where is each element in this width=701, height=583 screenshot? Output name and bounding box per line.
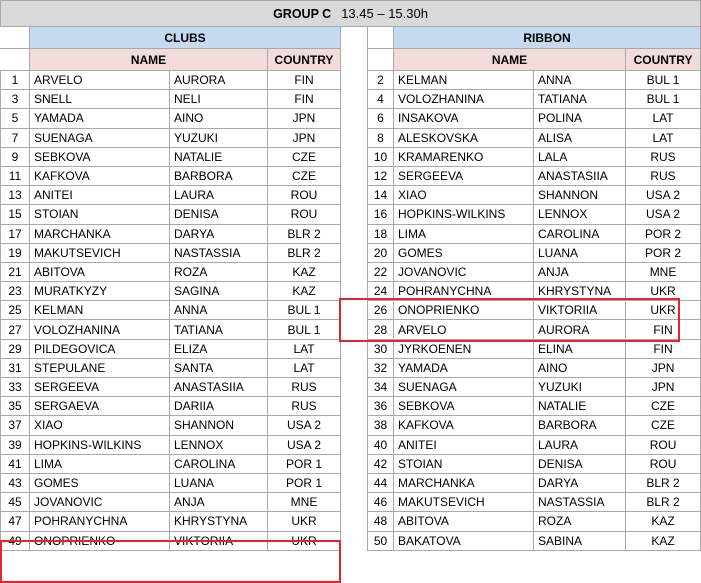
- clubs-first-name: ROZA: [170, 262, 268, 281]
- clubs-surname: SERGAEVA: [30, 397, 170, 416]
- table-row: [1, 435, 701, 454]
- clubs-surname: GOMES: [30, 473, 170, 492]
- gap-cell: [341, 454, 368, 473]
- ribbon-country-header: COUNTRY: [626, 49, 701, 71]
- clubs-start-number: 3: [1, 90, 30, 109]
- clubs-first-name: DENISA: [170, 205, 268, 224]
- clubs-surname: STOIAN: [30, 205, 170, 224]
- clubs-first-name: LAURA: [170, 186, 268, 205]
- clubs-first-name: AURORA: [170, 71, 268, 90]
- table-row: [1, 301, 701, 320]
- ribbon-first-name: DENISA: [534, 454, 626, 473]
- ribbon-start-number: 22: [368, 262, 394, 281]
- clubs-start-number: 19: [1, 243, 30, 262]
- ribbon-start-number: 24: [368, 282, 394, 301]
- ribbon-country: LAT: [626, 109, 701, 128]
- clubs-start-number: 9: [1, 147, 30, 166]
- gap-cell: [341, 301, 368, 320]
- clubs-start-number: 21: [1, 262, 30, 281]
- clubs-surname: PILDEGOVICA: [30, 339, 170, 358]
- clubs-surname: MARCHANKA: [30, 224, 170, 243]
- gap-cell: [341, 147, 368, 166]
- ribbon-surname: ONOPRIENKO: [394, 301, 534, 320]
- ribbon-start-number: 20: [368, 243, 394, 262]
- ribbon-start-number: 16: [368, 205, 394, 224]
- ribbon-surname: ANITEI: [394, 435, 534, 454]
- ribbon-surname: LIMA: [394, 224, 534, 243]
- clubs-surname: LIMA: [30, 454, 170, 473]
- clubs-surname: MURATKYZY: [30, 282, 170, 301]
- ribbon-first-name: DARYA: [534, 473, 626, 492]
- clubs-first-name: AINO: [170, 109, 268, 128]
- clubs-start-number: 13: [1, 186, 30, 205]
- ribbon-first-name: ALISA: [534, 128, 626, 147]
- clubs-start-number: 17: [1, 224, 30, 243]
- ribbon-start-number: 50: [368, 531, 394, 550]
- clubs-first-name: VIKTORIIA: [170, 531, 268, 550]
- ribbon-surname: POHRANYCHNA: [394, 282, 534, 301]
- ribbon-country: JPN: [626, 358, 701, 377]
- ribbon-start-number: 46: [368, 493, 394, 512]
- gap-cell: [341, 358, 368, 377]
- table-row: [1, 339, 701, 358]
- ribbon-start-number: 12: [368, 166, 394, 185]
- table-row: [1, 397, 701, 416]
- table-row: [1, 147, 701, 166]
- clubs-start-number: 23: [1, 282, 30, 301]
- ribbon-country: BLR 2: [626, 473, 701, 492]
- ribbon-first-name: POLINA: [534, 109, 626, 128]
- gap-cell: [341, 243, 368, 262]
- clubs-country: LAT: [268, 358, 341, 377]
- gap-cell: [341, 435, 368, 454]
- ribbon-start-number: 8: [368, 128, 394, 147]
- clubs-start-number: 25: [1, 301, 30, 320]
- clubs-start-number: 49: [1, 531, 30, 550]
- clubs-surname: KELMAN: [30, 301, 170, 320]
- clubs-first-name: DARIIA: [170, 397, 268, 416]
- clubs-country: LAT: [268, 339, 341, 358]
- table-row: [1, 205, 701, 224]
- ribbon-start-number: 48: [368, 512, 394, 531]
- clubs-country: JPN: [268, 128, 341, 147]
- gap-cell: [341, 339, 368, 358]
- ribbon-country: POR 2: [626, 224, 701, 243]
- blank-cell: [368, 27, 394, 49]
- gap-cell: [341, 531, 368, 550]
- clubs-country: KAZ: [268, 262, 341, 281]
- clubs-first-name: SAGINA: [170, 282, 268, 301]
- ribbon-surname: SERGEEVA: [394, 166, 534, 185]
- clubs-start-number: 33: [1, 378, 30, 397]
- ribbon-start-number: 42: [368, 454, 394, 473]
- table-row: [1, 90, 701, 109]
- ribbon-country: ROU: [626, 435, 701, 454]
- ribbon-first-name: SHANNON: [534, 186, 626, 205]
- ribbon-surname: STOIAN: [394, 454, 534, 473]
- ribbon-country: LAT: [626, 128, 701, 147]
- ribbon-country: RUS: [626, 166, 701, 185]
- clubs-country: ROU: [268, 186, 341, 205]
- ribbon-first-name: TATIANA: [534, 90, 626, 109]
- ribbon-first-name: ROZA: [534, 512, 626, 531]
- ribbon-surname: XIAO: [394, 186, 534, 205]
- ribbon-surname: KAFKOVA: [394, 416, 534, 435]
- ribbon-first-name: AURORA: [534, 320, 626, 339]
- ribbon-surname: MAKUTSEVICH: [394, 493, 534, 512]
- clubs-country: ROU: [268, 205, 341, 224]
- gap-cell: [341, 27, 368, 49]
- ribbon-surname: SEBKOVA: [394, 397, 534, 416]
- ribbon-first-name: NASTASSIA: [534, 493, 626, 512]
- table-row: [1, 454, 701, 473]
- table-row: [1, 166, 701, 185]
- ribbon-start-number: 32: [368, 358, 394, 377]
- table-row: [1, 262, 701, 281]
- table-row: [1, 493, 701, 512]
- clubs-country: KAZ: [268, 282, 341, 301]
- ribbon-surname: HOPKINS-WILKINS: [394, 205, 534, 224]
- ribbon-country: RUS: [626, 147, 701, 166]
- clubs-surname: POHRANYCHNA: [30, 512, 170, 531]
- ribbon-start-number: 44: [368, 473, 394, 492]
- ribbon-name-header: NAME: [394, 49, 626, 71]
- clubs-country: CZE: [268, 166, 341, 185]
- clubs-first-name: SANTA: [170, 358, 268, 377]
- gap-cell: [341, 224, 368, 243]
- table-row: [1, 416, 701, 435]
- gap-cell: [341, 90, 368, 109]
- group-time: 13.45 – 15.30h: [341, 5, 428, 21]
- clubs-first-name: NELI: [170, 90, 268, 109]
- clubs-country: CZE: [268, 147, 341, 166]
- ribbon-start-number: 4: [368, 90, 394, 109]
- table-row: [1, 109, 701, 128]
- clubs-country: UKR: [268, 512, 341, 531]
- ribbon-first-name: YUZUKI: [534, 378, 626, 397]
- table-row: [1, 320, 701, 339]
- gap-cell: [341, 320, 368, 339]
- clubs-surname: SERGEEVA: [30, 378, 170, 397]
- ribbon-surname: KELMAN: [394, 71, 534, 90]
- gap-cell: [341, 416, 368, 435]
- ribbon-surname: JYRKOENEN: [394, 339, 534, 358]
- table-row: [1, 358, 701, 377]
- gap-cell: [341, 282, 368, 301]
- clubs-surname: XIAO: [30, 416, 170, 435]
- ribbon-start-number: 30: [368, 339, 394, 358]
- clubs-first-name: ELIZA: [170, 339, 268, 358]
- gap-cell: [341, 71, 368, 90]
- ribbon-start-number: 6: [368, 109, 394, 128]
- clubs-start-number: 39: [1, 435, 30, 454]
- gap-cell: [341, 493, 368, 512]
- clubs-surname: YAMADA: [30, 109, 170, 128]
- ribbon-first-name: LUANA: [534, 243, 626, 262]
- ribbon-first-name: NATALIE: [534, 397, 626, 416]
- table-row: [1, 128, 701, 147]
- ribbon-first-name: ANASTASIIA: [534, 166, 626, 185]
- group-title-cell: [1, 1, 701, 27]
- clubs-start-number: 7: [1, 128, 30, 147]
- clubs-surname: JOVANOVIC: [30, 493, 170, 512]
- ribbon-country: BUL 1: [626, 71, 701, 90]
- clubs-first-name: TATIANA: [170, 320, 268, 339]
- clubs-country: RUS: [268, 397, 341, 416]
- clubs-start-number: 41: [1, 454, 30, 473]
- ribbon-first-name: LENNOX: [534, 205, 626, 224]
- gap-cell: [341, 49, 368, 71]
- ribbon-country: FIN: [626, 339, 701, 358]
- ribbon-surname: ABITOVA: [394, 512, 534, 531]
- clubs-first-name: LENNOX: [170, 435, 268, 454]
- clubs-start-number: 5: [1, 109, 30, 128]
- clubs-country: MNE: [268, 493, 341, 512]
- ribbon-country: FIN: [626, 320, 701, 339]
- clubs-country: BLR 2: [268, 224, 341, 243]
- clubs-start-number: 37: [1, 416, 30, 435]
- clubs-first-name: ANNA: [170, 301, 268, 320]
- section-ribbon: RIBBON: [394, 27, 701, 49]
- clubs-first-name: BARBORA: [170, 166, 268, 185]
- ribbon-country: USA 2: [626, 205, 701, 224]
- ribbon-start-number: 40: [368, 435, 394, 454]
- ribbon-first-name: SABINA: [534, 531, 626, 550]
- ribbon-country: ROU: [626, 454, 701, 473]
- ribbon-surname: YAMADA: [394, 358, 534, 377]
- clubs-country: BUL 1: [268, 301, 341, 320]
- clubs-surname: SUENAGA: [30, 128, 170, 147]
- clubs-country: UKR: [268, 531, 341, 550]
- ribbon-country: POR 2: [626, 243, 701, 262]
- ribbon-surname: VOLOZHANINA: [394, 90, 534, 109]
- ribbon-first-name: AINO: [534, 358, 626, 377]
- ribbon-country: CZE: [626, 397, 701, 416]
- ribbon-country: USA 2: [626, 186, 701, 205]
- clubs-start-number: 29: [1, 339, 30, 358]
- gap-cell: [341, 128, 368, 147]
- gap-cell: [341, 205, 368, 224]
- clubs-start-number: 31: [1, 358, 30, 377]
- ribbon-surname: ALESKOVSKA: [394, 128, 534, 147]
- ribbon-country: UKR: [626, 301, 701, 320]
- ribbon-surname: MARCHANKA: [394, 473, 534, 492]
- clubs-start-number: 27: [1, 320, 30, 339]
- clubs-start-number: 15: [1, 205, 30, 224]
- blank-cell: [1, 27, 30, 49]
- clubs-start-number: 11: [1, 166, 30, 185]
- clubs-first-name: NASTASSIA: [170, 243, 268, 262]
- clubs-first-name: YUZUKI: [170, 128, 268, 147]
- clubs-surname: ONOPRIENKO: [30, 531, 170, 550]
- ribbon-first-name: CAROLINA: [534, 224, 626, 243]
- ribbon-start-number: 36: [368, 397, 394, 416]
- clubs-first-name: ANASTASIIA: [170, 378, 268, 397]
- ribbon-start-number: 26: [368, 301, 394, 320]
- ribbon-surname: INSAKOVA: [394, 109, 534, 128]
- clubs-country: USA 2: [268, 416, 341, 435]
- ribbon-first-name: ANJA: [534, 262, 626, 281]
- ribbon-surname: ARVELO: [394, 320, 534, 339]
- ribbon-country: MNE: [626, 262, 701, 281]
- ribbon-country: CZE: [626, 416, 701, 435]
- table-row: [1, 512, 701, 531]
- ribbon-first-name: LALA: [534, 147, 626, 166]
- clubs-country: JPN: [268, 109, 341, 128]
- ribbon-country: KAZ: [626, 512, 701, 531]
- table-row: [1, 473, 701, 492]
- clubs-surname: VOLOZHANINA: [30, 320, 170, 339]
- clubs-country: RUS: [268, 378, 341, 397]
- ribbon-start-number: 14: [368, 186, 394, 205]
- ribbon-first-name: BARBORA: [534, 416, 626, 435]
- table-row: [1, 282, 701, 301]
- ribbon-start-number: 2: [368, 71, 394, 90]
- ribbon-surname: GOMES: [394, 243, 534, 262]
- ribbon-first-name: ELINA: [534, 339, 626, 358]
- clubs-country-header: COUNTRY: [268, 49, 341, 71]
- table-row: [1, 378, 701, 397]
- table-row: [1, 224, 701, 243]
- clubs-first-name: CAROLINA: [170, 454, 268, 473]
- clubs-country: BUL 1: [268, 320, 341, 339]
- clubs-country: POR 1: [268, 473, 341, 492]
- ribbon-first-name: ANNA: [534, 71, 626, 90]
- gap-cell: [341, 473, 368, 492]
- ribbon-start-number: 18: [368, 224, 394, 243]
- clubs-start-number: 45: [1, 493, 30, 512]
- ribbon-start-number: 34: [368, 378, 394, 397]
- clubs-country: FIN: [268, 90, 341, 109]
- gap-cell: [341, 186, 368, 205]
- section-clubs: CLUBS: [30, 27, 341, 49]
- clubs-surname: ANITEI: [30, 186, 170, 205]
- ribbon-first-name: LAURA: [534, 435, 626, 454]
- gap-cell: [341, 109, 368, 128]
- clubs-start-number: 43: [1, 473, 30, 492]
- ribbon-start-number: 10: [368, 147, 394, 166]
- clubs-first-name: NATALIE: [170, 147, 268, 166]
- ribbon-surname: SUENAGA: [394, 378, 534, 397]
- group-title: GROUP C: [273, 6, 332, 21]
- clubs-surname: SNELL: [30, 90, 170, 109]
- ribbon-surname: BAKATOVA: [394, 531, 534, 550]
- clubs-surname: ABITOVA: [30, 262, 170, 281]
- table-row: [1, 186, 701, 205]
- blank-cell: [368, 49, 394, 71]
- ribbon-start-number: 28: [368, 320, 394, 339]
- clubs-first-name: DARYA: [170, 224, 268, 243]
- ribbon-country: BUL 1: [626, 90, 701, 109]
- clubs-country: BLR 2: [268, 243, 341, 262]
- clubs-country: USA 2: [268, 435, 341, 454]
- gap-cell: [341, 166, 368, 185]
- ribbon-country: UKR: [626, 282, 701, 301]
- clubs-surname: STEPULANE: [30, 358, 170, 377]
- clubs-surname: HOPKINS-WILKINS: [30, 435, 170, 454]
- clubs-first-name: KHRYSTYNA: [170, 512, 268, 531]
- table-row: [1, 243, 701, 262]
- ribbon-surname: JOVANOVIC: [394, 262, 534, 281]
- clubs-start-number: 47: [1, 512, 30, 531]
- ribbon-country: BLR 2: [626, 493, 701, 512]
- clubs-start-number: 35: [1, 397, 30, 416]
- ribbon-surname: KRAMARENKO: [394, 147, 534, 166]
- clubs-start-number: 1: [1, 71, 30, 90]
- gap-cell: [341, 378, 368, 397]
- clubs-first-name: SHANNON: [170, 416, 268, 435]
- clubs-name-header: NAME: [30, 49, 268, 71]
- gap-cell: [341, 512, 368, 531]
- clubs-surname: SEBKOVA: [30, 147, 170, 166]
- clubs-first-name: ANJA: [170, 493, 268, 512]
- clubs-first-name: LUANA: [170, 473, 268, 492]
- clubs-country: FIN: [268, 71, 341, 90]
- gap-cell: [341, 397, 368, 416]
- clubs-country: POR 1: [268, 454, 341, 473]
- ribbon-country: KAZ: [626, 531, 701, 550]
- clubs-surname: MAKUTSEVICH: [30, 243, 170, 262]
- ribbon-country: JPN: [626, 378, 701, 397]
- gap-cell: [341, 262, 368, 281]
- clubs-surname: KAFKOVA: [30, 166, 170, 185]
- table-row: [1, 71, 701, 90]
- ribbon-first-name: VIKTORIIA: [534, 301, 626, 320]
- blank-cell: [1, 49, 30, 71]
- clubs-surname: ARVELO: [30, 71, 170, 90]
- table-row: [1, 531, 701, 550]
- ribbon-start-number: 38: [368, 416, 394, 435]
- ribbon-first-name: KHRYSTYNA: [534, 282, 626, 301]
